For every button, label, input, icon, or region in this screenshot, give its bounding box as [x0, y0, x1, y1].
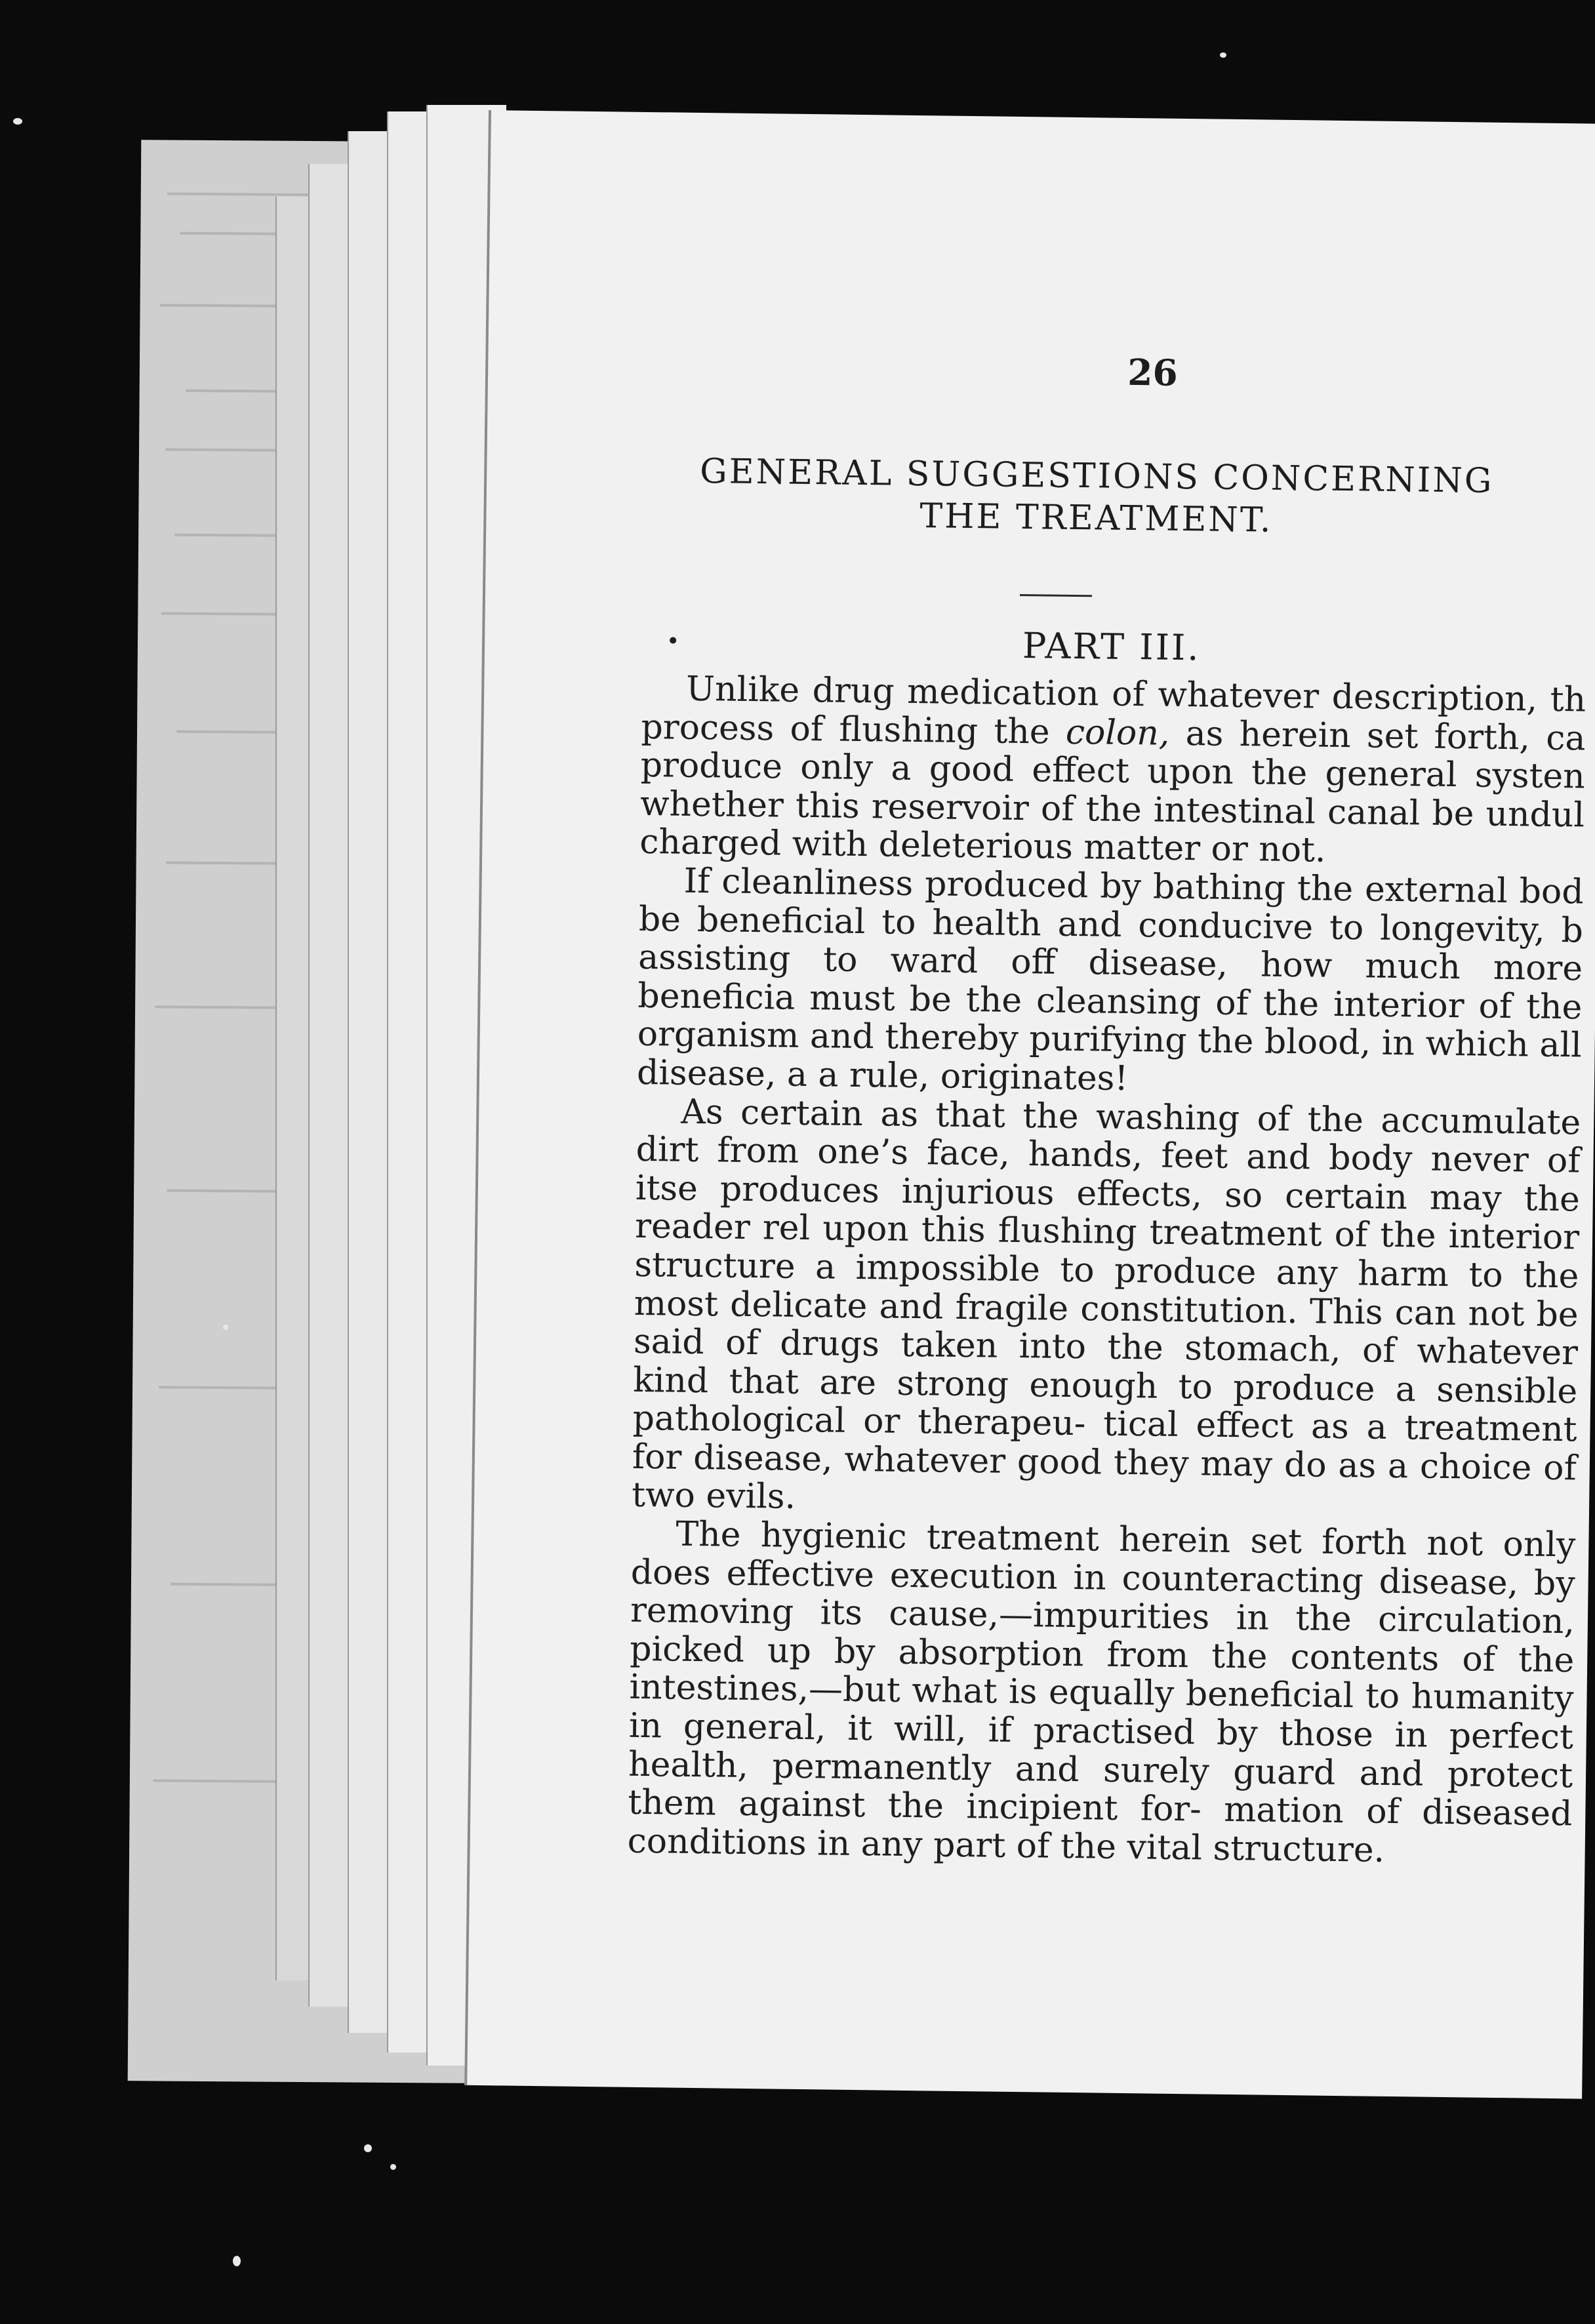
scan-speck [13, 118, 22, 125]
paragraph [627, 1515, 1575, 1872]
scan-speck [390, 2164, 396, 2170]
paragraph [632, 1092, 1581, 1526]
paragraph-text: The hygienic treatment herein set forth not only does effective execution in counteracting disease, by removing its cause,—impurities in the circulation, picked up by absorption from the contents of the intestines,—but what is equally beneficial to humanity in general, it will, if practised by those in perfect health, permanently and surely guard and protect them against the incipient for- mation of diseased conditions in any part of the vital structure. [627, 1514, 1576, 1870]
paragraph [639, 670, 1586, 873]
heading-line-1: GENERAL SUGGESTIONS CONCERNING [699, 451, 1494, 501]
paragraph-text: Unlike drug medication of whatever description, th process of flushing the [641, 669, 1586, 752]
paragraph-text: If cleanliness produced by bathing the external bod be beneficial to health and conducive to longevity, b assisting to ward off disease, how much more beneficia must be the cleansing of the interior of the organism and thereby purifying the blood, in which all disease, a a rule, originates! [636, 861, 1584, 1098]
scan-speck [233, 2256, 241, 2266]
heading-rule [1020, 594, 1092, 597]
book-page [464, 110, 1595, 2099]
page-number: 26 [1127, 350, 1179, 394]
scan-speck [223, 1325, 228, 1330]
part-title: PART III. [1022, 625, 1201, 669]
heading-line-2: THE TREATMENT. [919, 496, 1273, 540]
body-text [627, 670, 1586, 1872]
paragraph [637, 862, 1584, 1104]
page-heading [670, 450, 1523, 544]
stray-dot [670, 637, 676, 643]
paragraph-text: as herein set forth, ca produce only a good effect upon the general systen whether this reservoir of the intestinal canal be undul charged with deleterious matter or not. [639, 713, 1586, 871]
paragraph-text: As certain as that the washing of the accumulate dirt from one’s face, hands, feet and body never of itse produces injurious effects, so certain may the reader rel upon this flushing treatment of the interior structure a impossible to produce any harm to the most delicate and fragile constitution. This can not be said of drugs taken into the stomach, of whatever kind that are strong enough to produce a sensible pathological or therapeu- tical effect as a treatment for disease, whatever good they may do as a choice of two evils. [631, 1092, 1581, 1517]
scan-speck [364, 2144, 372, 2152]
scan-speck [1220, 52, 1226, 58]
emphasis-text: colon, [1065, 712, 1170, 753]
